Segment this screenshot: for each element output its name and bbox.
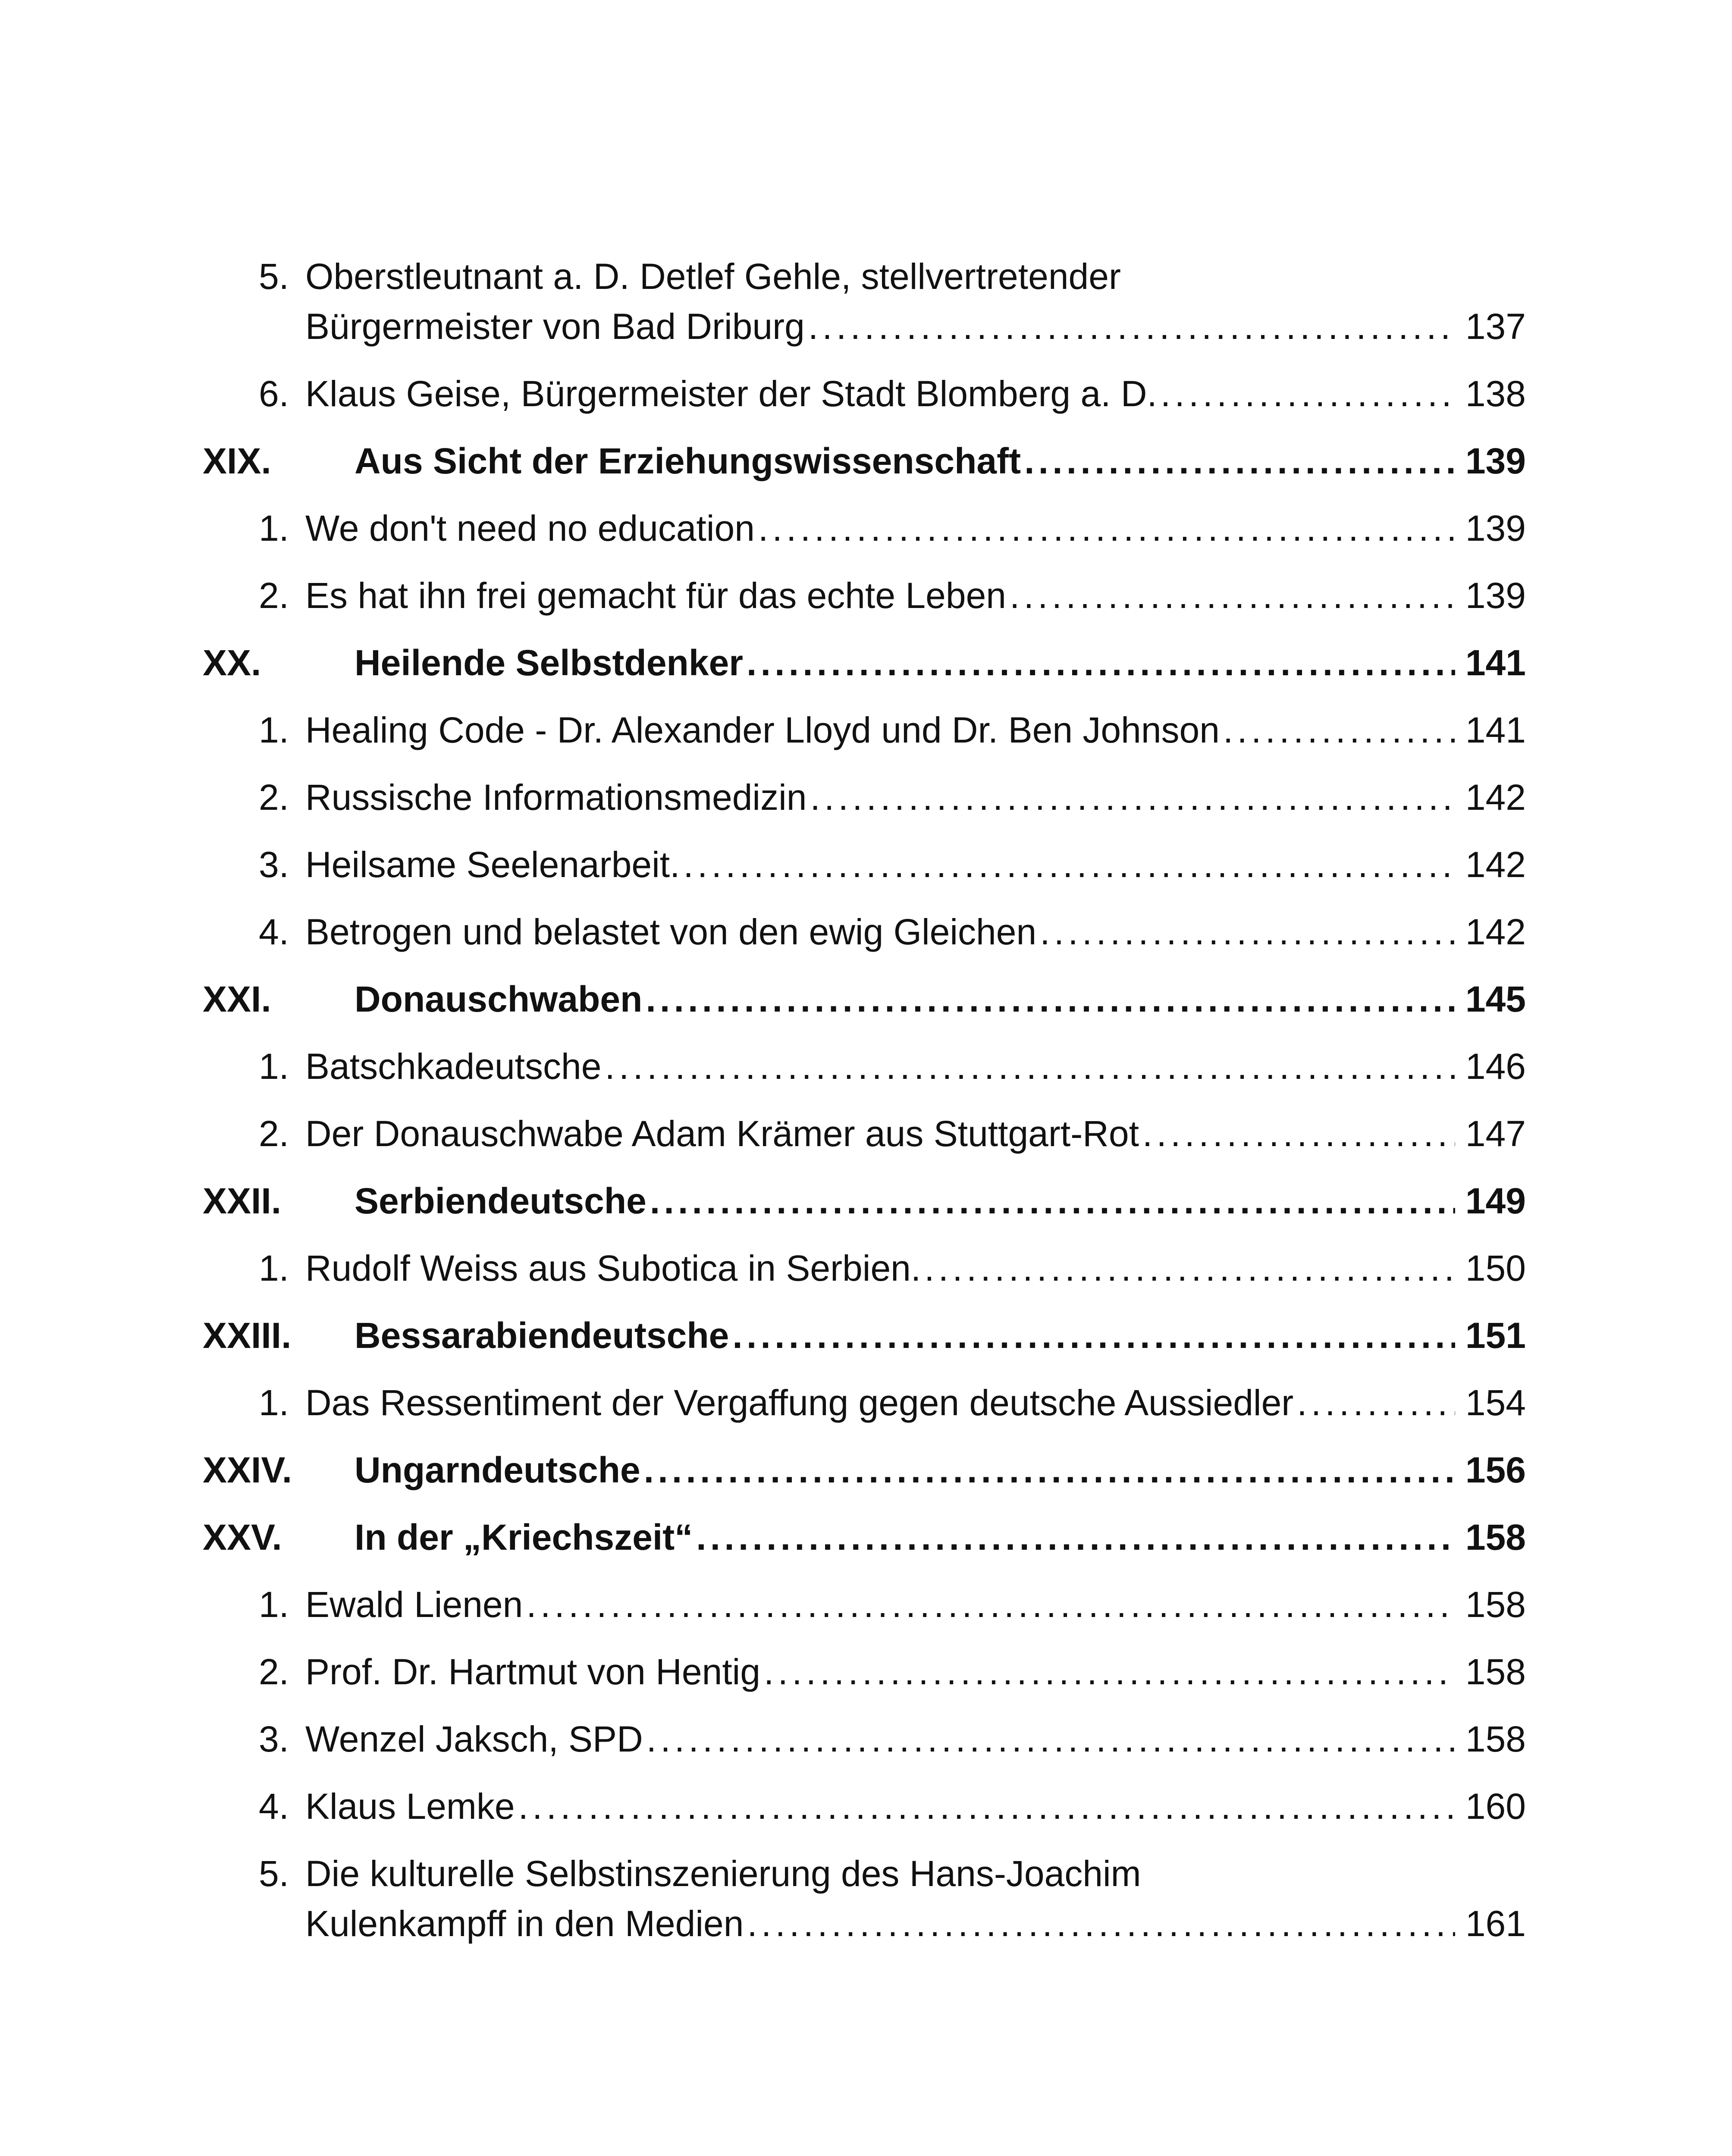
entry-leader-row [305,1109,1526,1159]
entry-number: 1. [258,710,289,750]
dot-leader [747,638,1455,688]
entry-title: Wenzel Jaksch, SPD [305,1719,643,1759]
entry-leader-row [305,1899,1526,1949]
entry-title: Bessarabiendeutsche [355,1315,729,1356]
toc-item [0,1781,1732,1831]
entry-leader-row [305,570,1526,620]
entry-number: 2. [258,575,289,616]
dot-leader [1024,436,1455,486]
page-number: 146 [1465,1046,1526,1087]
entry-title: Es hat ihn frei gemacht für das echte Leben [305,575,1006,616]
dot-leader [1142,1109,1455,1159]
entry-leader-row [305,705,1526,755]
toc-chapter [0,1445,1732,1495]
entry-title: Ewald Lienen [305,1584,523,1625]
entry-leader-row [305,301,1526,351]
entry-leader-row [355,638,1526,688]
entry-leader-row [305,772,1526,822]
page-number: 147 [1465,1113,1526,1154]
dot-leader [646,1714,1455,1764]
entry-leader-row [355,436,1526,486]
entry-leader-row [355,1310,1526,1360]
page-number: 158 [1465,1517,1526,1557]
entry-number: XX. [203,642,261,683]
page-number: 138 [1465,373,1526,414]
entry-title: Der Donauschwabe Adam Krämer aus Stuttgart-Rot [305,1113,1139,1154]
entry-number: XXIII. [203,1315,292,1356]
toc-item [0,369,1732,419]
entry-leader-row [305,503,1526,553]
entry-title: Russische Informationsmedizin [305,777,807,818]
dot-leader [683,840,1455,890]
entry-number: 1. [258,1382,289,1423]
entry-leader-row [355,1512,1526,1562]
entry-number: 5. [258,1853,289,1894]
toc-chapter [0,1310,1732,1360]
dot-leader [644,1445,1455,1495]
entry-title: We don't need no education [305,508,755,548]
page-number: 156 [1465,1450,1526,1490]
entry-title: Prof. Dr. Hartmut von Hentig [305,1651,761,1692]
toc-chapter [0,436,1732,486]
entry-title: Kulenkampff in den Medien [305,1903,744,1944]
entry-title: Heilsame Seelenarbeit. [305,844,680,885]
dot-leader [747,1899,1455,1949]
dot-leader [808,301,1455,351]
entry-number: 2. [258,777,289,818]
entry-number: XXII. [203,1181,282,1221]
entry-title-line-1: Oberstleutnant a. D. Detlef Gehle, stellvertretender [305,256,1121,297]
page-number: 142 [1465,912,1526,952]
page-number: 139 [1465,575,1526,616]
entry-title: Ungarndeutsche [355,1450,640,1490]
page-number: 142 [1465,777,1526,818]
toc-item [0,1647,1732,1697]
dot-leader [696,1512,1455,1562]
page-number: 139 [1465,508,1526,548]
entry-number: 5. [258,256,289,297]
page-number: 161 [1465,1903,1526,1944]
dot-leader [526,1579,1455,1630]
entry-leader-row [355,1176,1526,1226]
toc-chapter [0,638,1732,688]
entry-leader-row [305,1243,1526,1293]
entry-number: 1. [258,1248,289,1288]
toc-item [0,251,1732,351]
entry-leader-row [305,1378,1526,1428]
page-number: 141 [1465,710,1526,750]
page-number: 142 [1465,844,1526,885]
entry-leader-row [355,1445,1526,1495]
entry-number: 2. [258,1113,289,1154]
dot-leader [518,1781,1455,1831]
entry-title: Rudolf Weiss aus Subotica in Serbien. [305,1248,921,1288]
entry-title: Klaus Lemke [305,1786,515,1827]
toc-chapter [0,1512,1732,1562]
page-number: 151 [1465,1315,1526,1356]
toc-item [0,1714,1732,1764]
page-number: 158 [1465,1651,1526,1692]
page-number: 154 [1465,1382,1526,1423]
entry-leader-row [305,369,1526,419]
entry-title: Donauschwaben [355,979,643,1019]
toc-item [0,907,1732,957]
entry-number: 2. [258,1651,289,1692]
entry-leader-row [305,840,1526,890]
dot-leader [1010,570,1455,620]
dot-leader [1161,369,1455,419]
toc-item [0,570,1732,620]
page-number: 137 [1465,306,1526,347]
entry-title: In der „Kriechszeit“ [355,1517,693,1557]
entry-number: 1. [258,1046,289,1087]
toc-item [0,1109,1732,1159]
entry-title: Bürgermeister von Bad Driburg [305,306,805,347]
dot-leader [924,1243,1455,1293]
entry-number: 3. [258,844,289,885]
entry-number: XIX. [203,441,271,481]
dot-leader [1223,705,1455,755]
dot-leader [732,1310,1455,1360]
entry-leader-row [305,1579,1526,1630]
entry-leader-row [305,1714,1526,1764]
toc-item [0,772,1732,822]
entry-title: Batschkadeutsche [305,1046,602,1087]
toc-item [0,1041,1732,1091]
page-number: 160 [1465,1786,1526,1827]
page-number: 150 [1465,1248,1526,1288]
dot-leader [810,772,1455,822]
entry-number: 4. [258,1786,289,1827]
toc-item [0,1849,1732,1949]
dot-leader [646,974,1455,1024]
toc-item [0,1378,1732,1428]
entry-number: XXV. [203,1517,282,1557]
entry-leader-row [305,1041,1526,1091]
toc-item [0,705,1732,755]
dot-leader [758,503,1455,553]
toc-chapter [0,1176,1732,1226]
entry-leader-row [305,1647,1526,1697]
entry-number: 3. [258,1719,289,1759]
entry-title: Betrogen und belastet von den ewig Gleichen [305,912,1037,952]
page-number: 158 [1465,1719,1526,1759]
entry-title: Heilende Selbstdenker [355,642,743,683]
dot-leader [605,1041,1455,1091]
entry-number: 1. [258,1584,289,1625]
entry-title-line-1: Die kulturelle Selbstinszenierung des Hans-Joachim [305,1853,1141,1894]
dot-leader [764,1647,1455,1697]
toc-item [0,1579,1732,1630]
toc-item [0,503,1732,553]
entry-number: XXI. [203,979,271,1019]
toc-item [0,840,1732,890]
dot-leader [1040,907,1455,957]
toc-chapter [0,974,1732,1024]
page-number: 158 [1465,1584,1526,1625]
dot-leader [650,1176,1455,1226]
entry-title: Healing Code - Dr. Alexander Lloyd und Dr. Ben Johnson [305,710,1220,750]
entry-title: Das Ressentiment der Vergaffung gegen deutsche Aussiedler [305,1382,1294,1423]
entry-leader-row [355,974,1526,1024]
entry-leader-row [305,907,1526,957]
toc-item [0,1243,1732,1293]
dot-leader [1297,1378,1455,1428]
entry-leader-row [305,1781,1526,1831]
entry-number: 4. [258,912,289,952]
entry-number: 6. [258,373,289,414]
entry-number: XXIV. [203,1450,292,1490]
entry-title: Klaus Geise, Bürgermeister der Stadt Blomberg a. D. [305,373,1157,414]
page-number: 149 [1465,1181,1526,1221]
page-number: 145 [1465,979,1526,1019]
entry-title: Serbiendeutsche [355,1181,646,1221]
entry-title: Aus Sicht der Erziehungswissenschaft [355,441,1021,481]
entry-number: 1. [258,508,289,548]
page-number: 139 [1465,441,1526,481]
page-number: 141 [1465,642,1526,683]
